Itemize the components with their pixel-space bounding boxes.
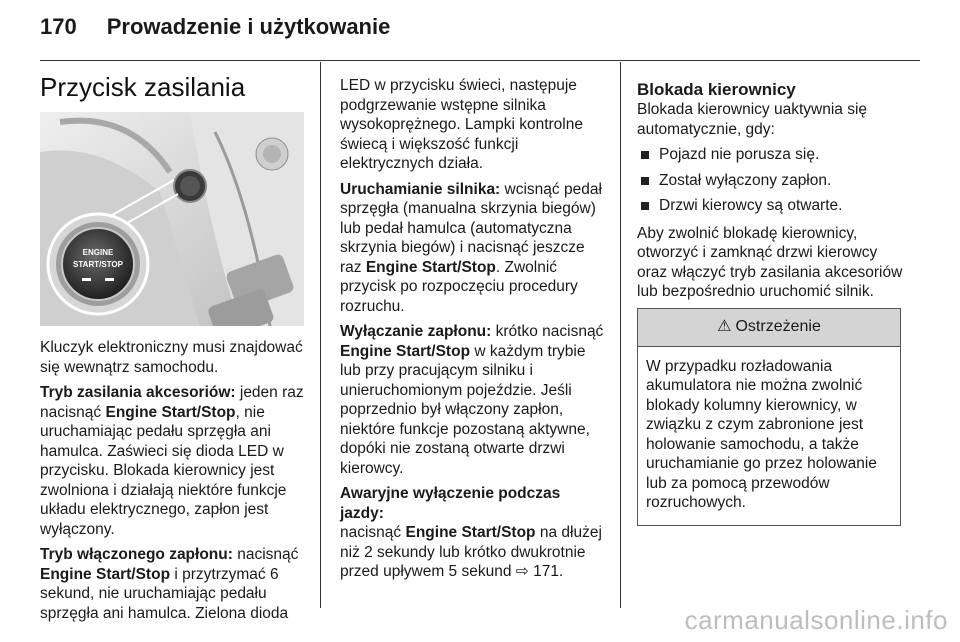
ignition-mode-paragraph [40, 545, 306, 623]
text-run: nacisnąć [340, 524, 406, 541]
warning-body: W przypadku rozładowania akumulatora nie można zwolnić blokady kolumny kierownicy, w związku z czym zabronione jest holowanie samochodu, a także uruchamianie go przez holowanie lub za pomocą przewodów rozruchowych. [646, 357, 877, 511]
emergency-off-label: Awaryjne wyłączenie podczas jazdy: [340, 485, 561, 522]
column-1 [40, 338, 306, 629]
engine-start-paragraph [340, 180, 608, 317]
text-run: i przytrzymać 6 sekund, nie uruchamiając pedału sprzęgła ani hamulca. Zielona dioda [40, 565, 289, 622]
button-name: Engine Start/Stop [365, 258, 496, 276]
intro-text: Kluczyk elektroniczny musi znajdować się wewnątrz samochodu. [40, 339, 303, 376]
ignition-off-label: Wyłączanie zapłonu: [340, 323, 492, 340]
warning-title: Ostrzeżenie [735, 318, 821, 336]
button-name: Engine Start/Stop [40, 565, 171, 583]
emergency-off-paragraph [340, 484, 608, 582]
text-run: , nie uruchamiając pedału sprzęgła ani hamulca. Zaświeci się dioda LED w przycisku. Blokada kierownicy jest zwolniona i działają niektóre funkcje układu elektrycznego, zapłon jest wyłączony. [40, 403, 287, 538]
column-2 [340, 76, 608, 588]
text-run: wcisnąć pedał sprzęgła (manualna skrzynia biegów) lub pedał hamulca (automatyczna skrzynia biegów) i nacisnąć jeszcze raz [340, 180, 602, 276]
accessory-mode-label: Tryb zasilania akcesoriów: [40, 384, 236, 401]
column-divider [320, 62, 321, 608]
list-item: Drzwi kierowcy są otwarte. [637, 196, 903, 216]
continuation-text: LED w przycisku świeci, następuje podgrzewanie wstępne silnika wysokoprężnego. Lampki kontrolne świecą i większość funkcji elektrycznych działa. [340, 77, 583, 172]
page-ref-arrow-icon: ⇨ [515, 563, 529, 580]
warning-box [637, 308, 901, 526]
engine-start-label: Uruchamianie silnika: [340, 180, 501, 198]
text-run: nacisnąć [232, 546, 299, 563]
page-number: 170 [40, 14, 77, 39]
text-run: na dłużej niż 2 sekundy lub krótko dwukrotnie przed upływem 5 sekund [340, 524, 602, 580]
watermark: carmanualsonline.info [684, 605, 948, 635]
page-ref-link[interactable]: 171. [528, 563, 564, 580]
warning-header [638, 309, 900, 347]
header-rule [40, 60, 920, 61]
list-item: Został wyłączony zapłon. [637, 171, 903, 191]
button-label-line1: ENGINE [82, 248, 114, 257]
text-run: jeden raz nacisnąć [40, 384, 304, 421]
release-instructions: Aby zwolnić blokadę kierownicy, otworzyć i zamknąć drzwi kierowcy oraz włączyć tryb zasilania akcesoriów lub bezpośrednio uruchomić silnik. [637, 224, 903, 300]
ignition-mode-label: Tryb włączonego zapłonu: [40, 546, 233, 563]
list-item: Pojazd nie porusza się. [637, 145, 903, 165]
button-label-line2: START/STOP [73, 260, 123, 269]
button-name: Engine Start/Stop [405, 524, 536, 541]
steering-lock-title: Blokada kierownicy [637, 80, 796, 99]
text-run: w każdym trybie lub przy pracującym silniku i unieruchomionym pojeździe. Jeśli poprzednio był włączony zapłon, niektóre funkcje pozostaną aktywne, dopóki nie zostaną otwarte drzwi kierowcy. [340, 342, 590, 477]
column-divider [620, 62, 621, 608]
warning-icon: ⚠ [717, 318, 732, 336]
button-name: Engine Start/Stop [105, 403, 236, 421]
page-header [40, 14, 390, 40]
column-3 [637, 80, 903, 526]
chapter-title: Prowadzenie i użytkowanie [106, 14, 391, 39]
accessory-mode-paragraph [40, 383, 306, 539]
ignition-off-paragraph [340, 322, 608, 478]
dashboard-illustration [40, 112, 304, 326]
button-name: Engine Start/Stop [340, 342, 471, 360]
text-run: . Zwolnić przycisk po rozpoczęciu procedury rozruchu. [340, 258, 578, 315]
engine-button-figure [40, 112, 304, 326]
text-run: krótko nacisnąć [491, 323, 604, 340]
section-title: Przycisk zasilania [40, 72, 246, 102]
steering-lock-intro: Blokada kierownicy uaktywnia się automatycznie, gdy: [637, 101, 868, 138]
condition-list [637, 145, 903, 216]
